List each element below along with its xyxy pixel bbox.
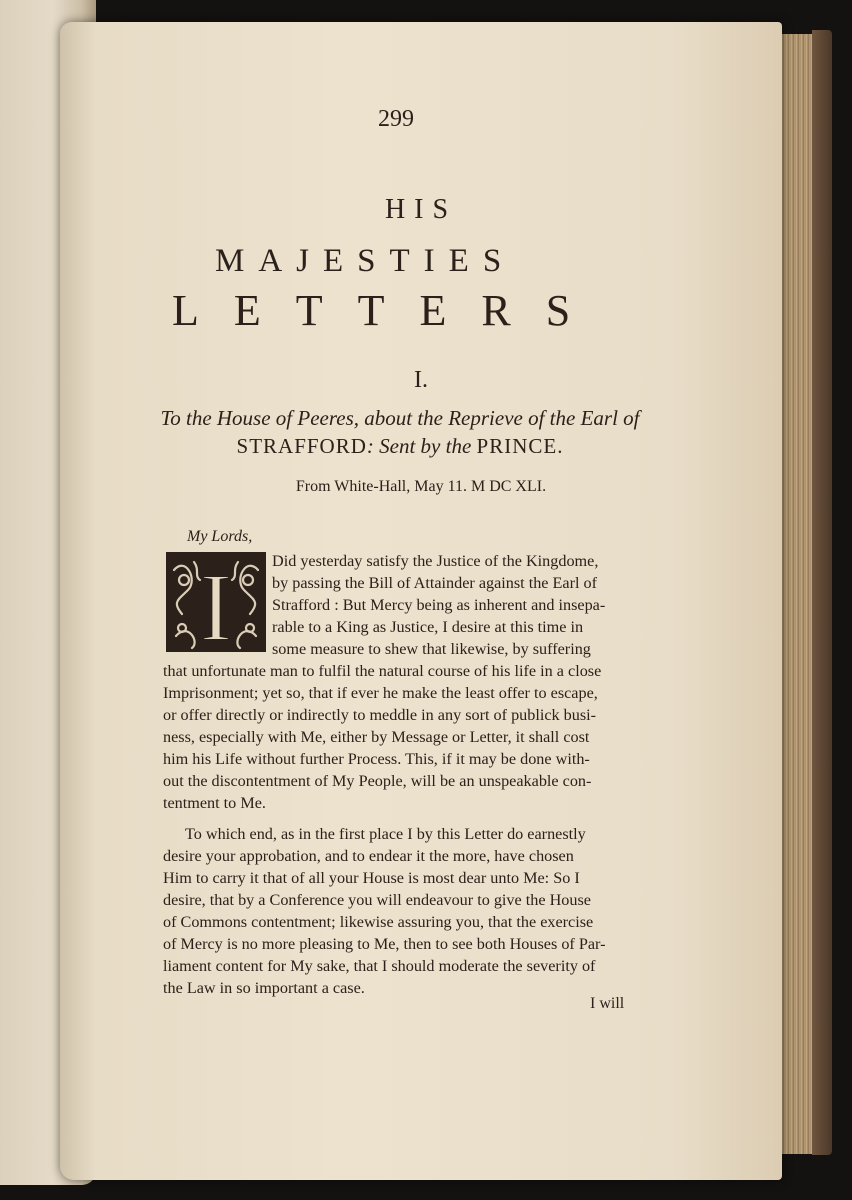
body-line: tentment to Me. (163, 794, 266, 812)
title-line-majesties: MAJESTIES (215, 243, 516, 279)
body-line: the Law in so important a case. (163, 979, 365, 997)
body-line: of Mercy is no more pleasing to Me, then to see both Houses of Par- (163, 935, 606, 953)
body-line: that unfortunate man to fulfil the natural course of his life in a close (163, 662, 602, 680)
salutation: My Lords, (187, 528, 253, 545)
body-line: by passing the Bill of Attainder against the Earl of (272, 574, 598, 592)
letter-heading (160, 404, 640, 460)
body-line: desire, that by a Conference you will endeavour to give the House (163, 891, 591, 909)
title-line-his: HIS (384, 194, 458, 225)
ornamental-drop-cap (164, 550, 268, 656)
heading-name: STRAFFORD (236, 434, 367, 458)
body-line: ness, especially with Me, either by Message or Letter, it shall cost (163, 728, 590, 746)
body-line: out the discontentment of My People, will be an unspeakable con- (163, 772, 592, 790)
heading-middle: : Sent by the (366, 434, 472, 458)
body-line: To which end, as in the first place I by this Letter do earnestly (185, 825, 586, 843)
body-line: of Commons contentment; likewise assuring you, that the exercise (163, 913, 594, 931)
heading-prefix: To the House of Peeres, about the Reprieve of the Earl of (160, 406, 640, 430)
body-line: Imprisonment; yet so, that if ever he make the least offer to escape, (163, 684, 598, 702)
body-line: Him to carry it that of all your House is most dear unto Me: So I (163, 869, 580, 887)
letter-numeral: I. (414, 367, 428, 393)
body-line: desire your approbation, and to endear it the more, have chosen (163, 847, 574, 865)
book-cover-edge (812, 30, 832, 1155)
drop-cap-letter: I (199, 554, 233, 656)
body-line: Did yesterday satisfy the Justice of the Kingdome, (272, 552, 599, 570)
body-line: or offer directly or indirectly to meddle in any sort of publick busi- (163, 706, 597, 724)
body-line: rable to a King as Justice, I desire at this time in (272, 618, 584, 636)
body-line: some measure to shew that likewise, by suffering (272, 640, 591, 658)
body-line: Strafford : But Mercy being as inherent and insepa- (272, 596, 606, 614)
body-line: liament content for My sake, that I should moderate the severity of (163, 957, 596, 975)
heading-sender: PRINCE. (476, 434, 564, 458)
book-page (60, 22, 782, 1180)
title-line-letters: LETTERS (172, 286, 606, 335)
body-line: him his Life without further Process. This, if it may be done with- (163, 750, 590, 768)
dateline: From White-Hall, May 11. M DC XLI. (295, 478, 547, 495)
catchword: I will (590, 995, 625, 1012)
page-number: 299 (378, 106, 414, 132)
